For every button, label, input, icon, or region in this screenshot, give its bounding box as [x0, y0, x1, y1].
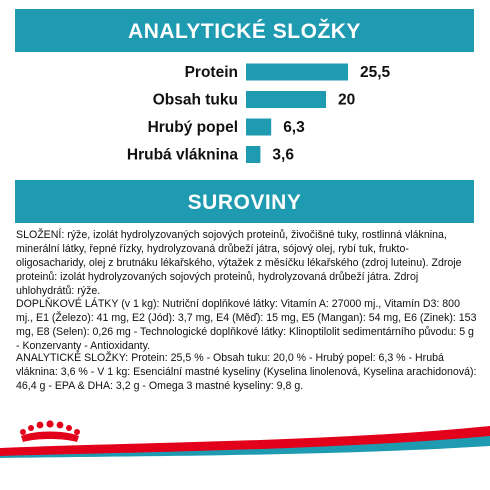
bar-category-label: Obsah tuku	[152, 91, 238, 109]
royal-crown-icon	[15, 420, 85, 446]
bar-category-label: Protein	[184, 64, 238, 81]
bar	[246, 146, 260, 163]
composition-text: SLOŽENÍ: rýže, izolát hydrolyzovaných sojových proteinů, živočišné tuky, rostlinná vláknina, minerální látky, řepné řízky, hydrolyzovaná drůbeží játra, sójový olej, rybí tuk, frukto-oligosacharidy, olej z brutnáku lékařského, výtažek z měsíčku lékařského (zdroj luteinu). Zdroje proteinů: izolát hydrolyzovaných sojových proteinů, hydrolyzovaná drůbeží játra. Zdroj uhlohydrátů: rýže.	[16, 229, 462, 298]
bar-category-label: Hrubá vláknina	[126, 146, 238, 164]
bar	[246, 119, 271, 136]
analytic-section-header: ANALYTICKÉ SLOŽKY	[15, 9, 474, 52]
bar-value-label: 20	[338, 91, 356, 109]
bar-category-label: Hrubý popel	[147, 119, 238, 136]
analytic-text: ANALYTICKÉ SLOŽKY: Protein: 25,5 % - Obsah tuku: 20,0 % - Hrubý popel: 6,3 % - Hrubá vláknina: 3,6 % - V 1 kg: Esenciální mastné kyseliny (Kyselina linolenová, Kyselina arachidonová): 46,4 g - EPA & DHA: 3,2 g - Omega 3 mastné kyseliny: 9,8 g.	[16, 352, 477, 393]
ingredients-section-header: SUROVINY	[15, 180, 474, 223]
nutrient-bar-chart	[0, 55, 490, 170]
bar	[246, 64, 348, 81]
bar-value-label: 25,5	[360, 64, 391, 81]
bar-value-label: 6,3	[283, 119, 305, 136]
additives-text: DOPLŇKOVÉ LÁTKY (v 1 kg): Nutriční doplňkové látky: Vitamín A: 27000 mj., Vitamín D3: 800 mj., E1 (Železo): 41 mg, E2 (Jód): 3,7 mg, E4 (Měď): 15 mg, E5 (Mangan): 54 mg, E6 (Zinek): 153 mg, E8 (Selen): 0,26 mg - Technologické doplňkové látky: Klinoptilolit sedimentárního původu: 5 g - Konzervanty - Antioxidanty.	[16, 298, 477, 353]
bar-value-label: 3,6	[272, 146, 294, 164]
bar	[246, 91, 326, 108]
